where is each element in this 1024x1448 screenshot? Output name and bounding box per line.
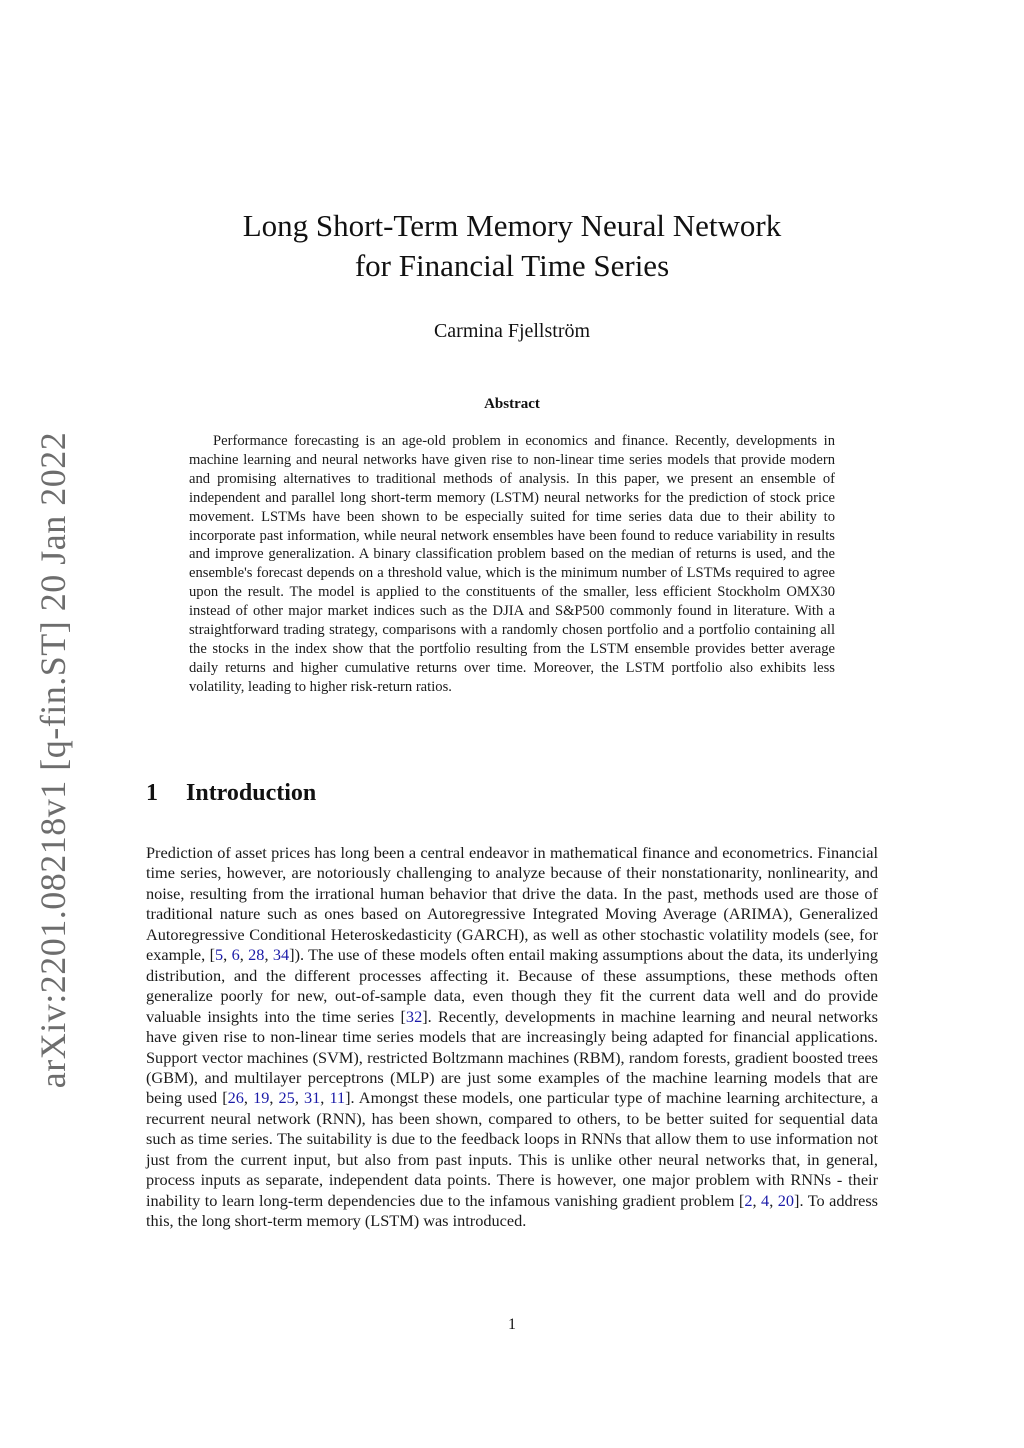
citation-separator: ,	[239, 945, 249, 965]
section-title: Introduction	[186, 780, 317, 806]
citation-link[interactable]: 6	[231, 945, 240, 965]
introduction-paragraph	[146, 843, 878, 1232]
paper-title	[146, 206, 878, 286]
citation-separator: ,	[320, 1088, 330, 1108]
citation-link[interactable]: 32	[405, 1006, 423, 1026]
citation-separator: ,	[243, 1088, 254, 1108]
abstract-text: Performance forecasting is an age-old problem in economics and finance. Recently, developments in machine learning and neural networks have given rise to non-linear time series models that provide modern and promising alternatives to traditional methods of analysis. In this paper, we present an ensemble of independent and parallel long short-term memory (LSTM) neural networks for the prediction of stock price movement. LSTMs have been shown to be especially suited for time series data due to their ability to incorporate past information, while neural network ensembles have been found to reduce variability in results and improve generalization. A binary classification problem based on the median of returns is used, and the ensemble's forecast depends on a threshold value, which is the minimum number of LSTMs required to agree upon the result. The model is applied to the constituents of the smaller, less efficient Stockholm OMX30 instead of other major market indices such as the DJIA and S&P500 commonly found in literature. With a straightforward trading strategy, comparisons with a randomly chosen portfolio and a portfolio containing all the stocks in the index show that the portfolio resulting from the LSTM ensemble provides better average daily returns and higher cumulative returns over time. Moreover, the LSTM portfolio also exhibits less volatility, leading to higher risk-return ratios.	[189, 433, 835, 695]
citation-link[interactable]: 4	[761, 1190, 770, 1210]
author-name: Carmina Fjellström	[433, 320, 591, 342]
title-line-2: for Financial Time Series	[354, 248, 670, 283]
intro-text: ]). The use of these models often entail making assumptions about the data, its underlying distribution, and the different processes affecting it. Because of these assumptions, these methods often generalize poorly for new, out-of-sample data, even though they fit the current data well and do provide valuable insights into the time series [	[146, 945, 879, 1026]
citation-link[interactable]: 31	[303, 1088, 321, 1108]
intro-text: Prediction of asset prices has long been a central endeavor in mathematical finance and econometrics. Financial time series, however, are notoriously challenging to analyze because of their nonstationarity, nonlinearity, and noise, resulting from the irrational human behavior that drive the data. In the past, methods used are those of traditional nature such as ones based on Autoregressive Integrated Moving Average (ARIMA), Generalized Autoregressive Conditional Heteroskedasticity (GARCH), as well as other stochastic volatility models (see, for example, [	[146, 843, 878, 965]
intro-text: ]. Recently, developments in machine learning and neural networks have given rise to non-linear time series models that are increasingly being adapted for financial applications. Support vector machines (SVM), restricted Boltzmann machines (RBM), random forests, gradient boosted trees (GBM), and multilayer perceptrons (MLP) are just some examples of the machine learning models that are being used [	[146, 1006, 878, 1108]
citation-link[interactable]: 34	[272, 945, 290, 965]
citation-link[interactable]: 28	[248, 945, 265, 965]
citation-separator: ,	[294, 1088, 304, 1108]
section-heading	[146, 780, 316, 807]
arxiv-identifier: arXiv:2201.08218v1 [q-fin.ST] 20 Jan 2022	[33, 431, 73, 1089]
citation-link[interactable]: 20	[777, 1190, 795, 1210]
citation-separator: ,	[769, 1190, 778, 1210]
citation-link[interactable]: 26	[227, 1088, 244, 1108]
citation-link[interactable]: 5	[215, 945, 224, 965]
citation-link[interactable]: 11	[329, 1088, 346, 1108]
section-number: 1	[146, 780, 158, 806]
citation-link[interactable]: 2	[744, 1190, 753, 1210]
abstract-heading: Abstract	[484, 396, 540, 412]
citation-separator: ,	[752, 1190, 762, 1210]
citation-link[interactable]: 19	[253, 1088, 270, 1108]
page-number: 1	[508, 1316, 516, 1333]
intro-text: ]. Amongst these models, one particular type of machine learning architecture, a recurrent neural network (RNN), has been shown, compared to others, to be better suited for sequential data such as time series. The suitability is due to the feedback loops in RNNs that allow them to use information not just from the current input, but also from past inputs. This is unlike other neural networks that, in general, process inputs as separate, independent data points. There is however, one major problem with RNNs - their inability to learn long-term dependencies due to the infamous vanishing gradient problem [	[146, 1088, 879, 1210]
intro-text: ]. To address this, the long short-term memory (LSTM) was introduced.	[146, 1190, 879, 1231]
citation-separator: ,	[223, 945, 232, 965]
title-line-1: Long Short-Term Memory Neural Network	[242, 208, 782, 243]
citation-link[interactable]: 25	[278, 1088, 295, 1108]
citation-separator: ,	[264, 945, 273, 965]
citation-separator: ,	[269, 1088, 279, 1108]
